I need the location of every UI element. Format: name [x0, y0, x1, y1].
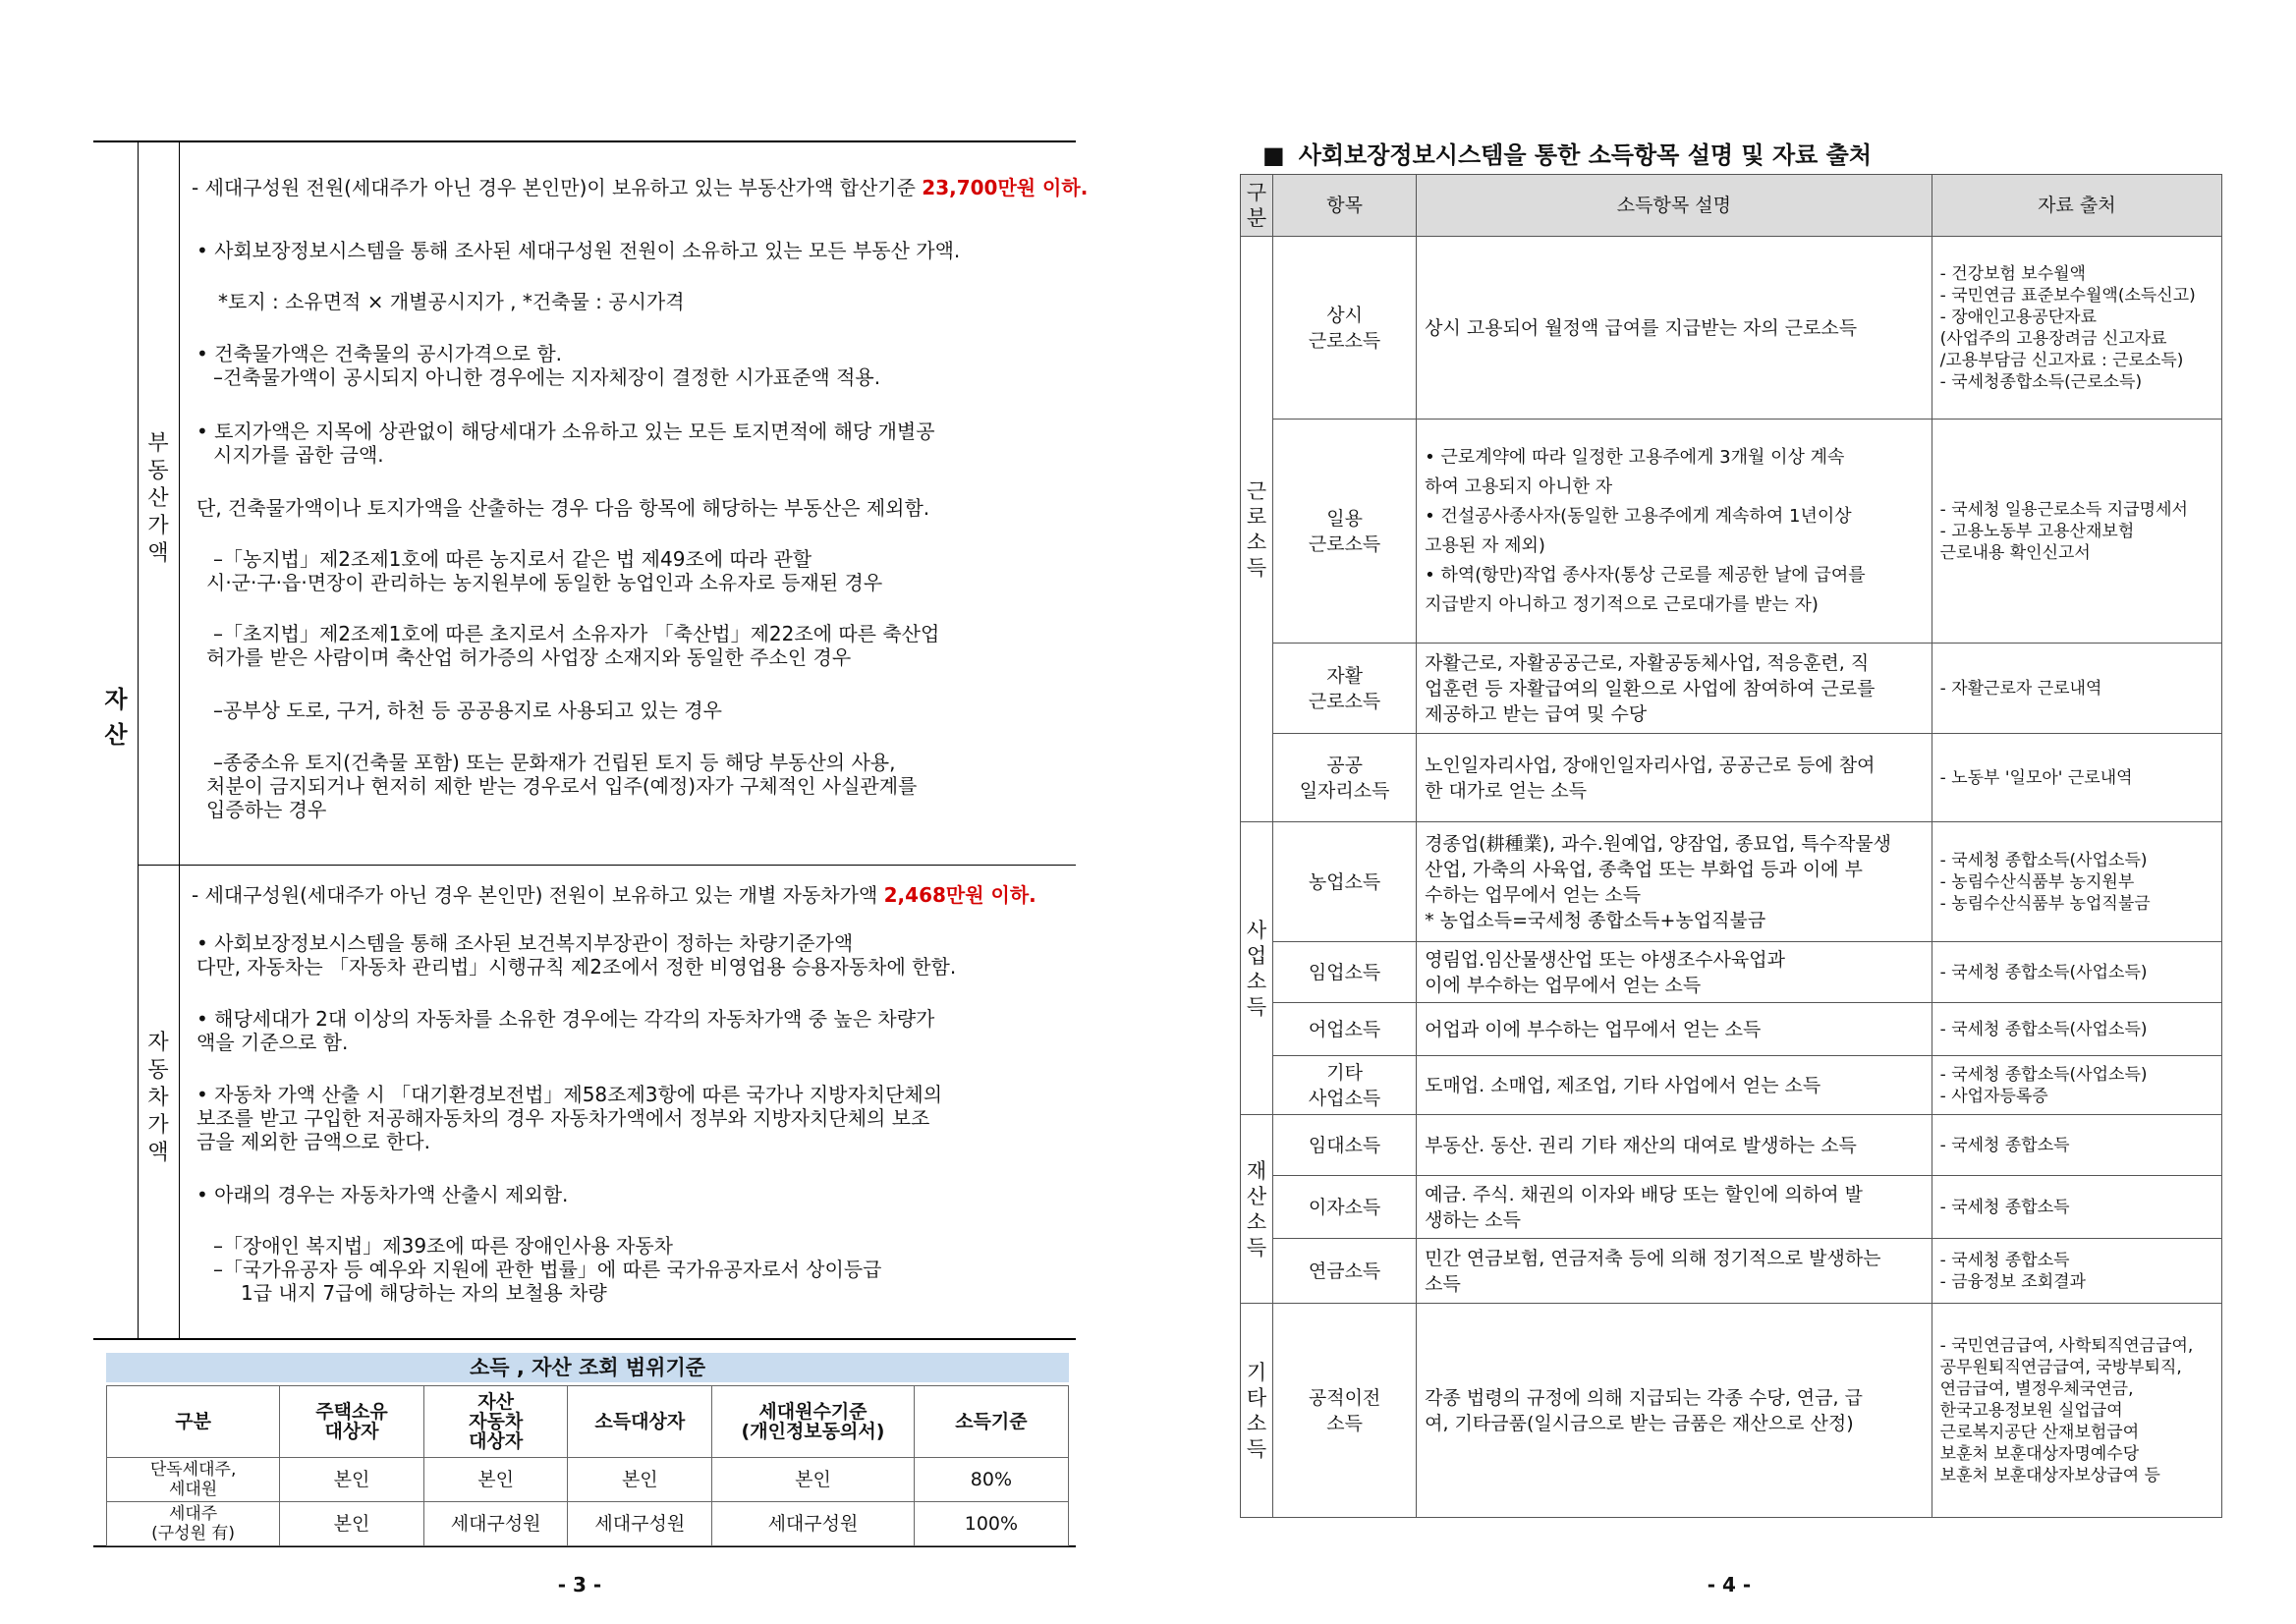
- criteria-header: 구분: [107, 1386, 280, 1458]
- vehicle-intro: - 세대구성원(세대주가 아닌 경우 본인만) 전원이 보유하고 있는 개별 자동차가액 2,468만원 이하.: [192, 883, 1036, 907]
- income-item: 어업소득: [1273, 1003, 1417, 1056]
- criteria-cell: 본인: [568, 1458, 712, 1502]
- income-source: - 국민연금급여, 사학퇴직연금급여, 공무원퇴직연금급여, 국방부퇴직, 연금급여, 별정우체국연금, 한국고용정보원 실업급여 근로복지공단 산재보험급여 보훈처 보훈대상자명예수당 보훈처 보훈대상자보상급여 등: [1932, 1304, 2221, 1518]
- income-item: 임업소득: [1273, 942, 1417, 1003]
- income-division: 기 타 소 득: [1241, 1304, 1273, 1518]
- income-source: - 자활근로자 근로내역: [1932, 644, 2221, 734]
- criteria-header-row: [107, 1386, 1069, 1458]
- criteria-header: 자산 자동차 대상자: [423, 1386, 568, 1458]
- property-line: • 토지가액은 지목에 상관없이 해당세대가 소유하고 있는 모든 토지면적에 해당 개별공: [196, 420, 935, 443]
- criteria-cell: 본인: [280, 1458, 424, 1502]
- criteria-header: 소득대상자: [568, 1386, 712, 1458]
- property-line: 시·군·구·읍·면장이 관리하는 농지원부에 동일한 농업인과 소유자로 등재된 경우: [206, 571, 883, 594]
- income-description: 예금. 주식. 채권의 이자와 배당 또는 할인에 의하여 발 생하는 소득: [1417, 1176, 1932, 1239]
- property-line: 시지가를 곱한 금액.: [213, 443, 384, 467]
- income-row: [1241, 1304, 2222, 1518]
- income-item: 기타 사업소득: [1273, 1056, 1417, 1115]
- criteria-cell: 세대구성원: [423, 1502, 568, 1546]
- income-row: [1241, 1056, 2222, 1115]
- income-row: [1241, 1003, 2222, 1056]
- income-source: - 국세청 일용근로소득 지급명세서 - 고용노동부 고용산재보험 근로내용 확인신고서: [1932, 420, 2221, 644]
- property-line: *토지 : 소유면적 × 개별공시지가 , *건축물 : 공시가격: [218, 290, 685, 313]
- income-row: [1241, 237, 2222, 420]
- criteria-cell: 세대구성원: [712, 1502, 915, 1546]
- income-source: - 국세청 종합소득: [1932, 1176, 2221, 1239]
- vehicle-line: • 아래의 경우는 자동차가액 산출시 제외함.: [196, 1183, 569, 1206]
- property-line: –건축물가액이 공시되지 아니한 경우에는 지자체장이 결정한 시가표준액 적용.: [213, 365, 881, 389]
- income-description: 어업과 이에 부수하는 업무에서 얻는 소득: [1417, 1003, 1932, 1056]
- property-line: 단, 건축물가액이나 토지가액을 산출하는 경우 다음 항목에 해당하는 부동산은 제외함.: [196, 496, 930, 520]
- vehicle-line: 다만, 자동차는 「자동차 관리법」시행규칙 제2조에서 정한 비영업용 승용자동차에 한함.: [196, 955, 957, 979]
- income-item: 이자소득: [1273, 1176, 1417, 1239]
- income-item: 농업소득: [1273, 822, 1417, 942]
- vehicle-line: 액을 기준으로 함.: [196, 1031, 349, 1054]
- criteria-cell: 80%: [914, 1458, 1068, 1502]
- right-page-number: - 4 -: [1707, 1573, 1752, 1596]
- income-source: - 국세청 종합소득(사업소득): [1932, 942, 2221, 1003]
- income-item: 자활 근로소득: [1273, 644, 1417, 734]
- income-row: [1241, 942, 2222, 1003]
- vehicle-line: • 사회보장정보시스템을 통해 조사된 보건복지부장관이 정하는 차량기준가액: [196, 931, 854, 955]
- income-item: 공공 일자리소득: [1273, 734, 1417, 822]
- income-row: [1241, 822, 2222, 942]
- income-header-description: 소득항목 설명: [1417, 175, 1932, 237]
- income-item: 상시 근로소득: [1273, 237, 1417, 420]
- left-top-border: [93, 140, 1076, 142]
- income-row: [1241, 1239, 2222, 1304]
- income-description: 영림업.임산물생산업 또는 야생조수사육업과 이에 부수하는 업무에서 얻는 소득: [1417, 942, 1932, 1003]
- property-line: 입증하는 경우: [206, 798, 327, 821]
- property-value-label: 부 동 산 가 액: [147, 431, 169, 566]
- income-header-division: 구 분: [1241, 175, 1273, 237]
- income-source: - 국세청 종합소득(사업소득) - 농림수산식품부 농지원부 - 농림수산식품부 농업직불금: [1932, 822, 2221, 942]
- income-source: - 국세청 종합소득 - 금융정보 조회결과: [1932, 1239, 2221, 1304]
- income-row: [1241, 734, 2222, 822]
- income-item: 임대소득: [1273, 1115, 1417, 1176]
- square-bullet-icon: ■: [1262, 141, 1285, 169]
- asset-bottom-border: [93, 1338, 1076, 1340]
- income-division: 재 산 소 득: [1241, 1115, 1273, 1304]
- income-division: 근 로 소 득: [1241, 237, 1273, 822]
- criteria-header: 주택소유 대상자: [280, 1386, 424, 1458]
- income-source: - 국세청 종합소득(사업소득): [1932, 1003, 2221, 1056]
- property-line: 처분이 금지되거나 현저히 제한 받는 경우로서 입주(예정)자가 구체적인 사실관계를: [206, 774, 918, 798]
- vehicle-line: • 해당세대가 2대 이상의 자동차를 소유한 경우에는 각각의 자동차가액 중 높은 차량가: [196, 1007, 935, 1031]
- right-page-title: 사회보장정보시스템을 통한 소득항목 설명 및 자료 출처: [1298, 141, 1873, 169]
- income-source: - 건강보험 보수월액 - 국민연금 표준보수월액(소득신고) - 장애인고용공단자료 (사업주의 고용장려금 신고자료 /고용부담금 신고자료 : 근로소득) - 국세청종합소득(근로소득): [1932, 237, 2221, 420]
- income-row: [1241, 644, 2222, 734]
- property-line: –「초지법」제2조제1호에 따른 초지로서 소유자가 「축산법」제22조에 따른 축산업: [213, 622, 940, 645]
- income-division: 사 업 소 득: [1241, 822, 1273, 1115]
- criteria-header: 소득기준: [914, 1386, 1068, 1458]
- income-description: 민간 연금보험, 연금저축 등에 의해 정기적으로 발생하는 소득: [1417, 1239, 1932, 1304]
- property-line: • 건축물가액은 건축물의 공시가격으로 함.: [196, 342, 563, 365]
- criteria-header: 세대원수기준 (개인정보동의서): [712, 1386, 915, 1458]
- income-description: 도매업. 소매업, 제조업, 기타 사업에서 얻는 소득: [1417, 1056, 1932, 1115]
- criteria-cell: 본인: [712, 1458, 915, 1502]
- criteria-cell: 본인: [423, 1458, 568, 1502]
- vehicle-line: 보조를 받고 구입한 저공해자동차의 경우 자동차가액에서 정부와 지방자치단체의 보조: [196, 1106, 930, 1130]
- income-header-item: 항목: [1273, 175, 1417, 237]
- income-row: [1241, 1115, 2222, 1176]
- right-title-row: [1262, 140, 1872, 170]
- vehicle-line: 1급 내지 7급에 해당하는 자의 보철용 차량: [241, 1281, 607, 1305]
- income-description: 상시 고용되어 월정액 급여를 지급받는 자의 근로소득: [1417, 237, 1932, 420]
- property-line: –종중소유 토지(건축물 포함) 또는 문화재가 건립된 토지 등 해당 부동산의 사용,: [213, 751, 896, 774]
- property-line: –공부상 도로, 구거, 하천 등 공공용지로 사용되고 있는 경우: [213, 699, 722, 722]
- criteria-cell: 100%: [914, 1502, 1068, 1546]
- criteria-row: [107, 1502, 1069, 1546]
- property-intro: - 세대구성원 전원(세대주가 아닌 경우 본인만)이 보유하고 있는 부동산가액 합산기준 23,700만원 이하.: [192, 176, 1089, 199]
- category-column-divider: [138, 140, 139, 1338]
- income-header-source: 자료 출처: [1932, 175, 2221, 237]
- vehicle-limit: 2,468만원 이하.: [883, 883, 1036, 907]
- vehicle-line: –「장애인 복지법」제39조에 따른 장애인사용 자동차: [213, 1234, 673, 1258]
- vehicle-line: 금을 제외한 금액으로 한다.: [196, 1130, 430, 1153]
- criteria-title: 소득 , 자산 조회 범위기준: [106, 1353, 1069, 1382]
- income-item: 일용 근로소득: [1273, 420, 1417, 644]
- income-description: 자활근로, 자활공공근로, 자활공동체사업, 적응훈련, 직 업훈련 등 자활급여의 일환으로 사업에 참여하여 근로를 제공하고 받는 급여 및 수당: [1417, 644, 1932, 734]
- property-line: –「농지법」제2조제1호에 따른 농지로서 같은 법 제49조에 따라 관할: [213, 547, 812, 571]
- criteria-table: [106, 1385, 1069, 1546]
- income-description: • 근로계약에 따라 일정한 고용주에게 3개월 이상 계속 하여 고용되지 아니한 자 • 건설공사종사자(동일한 고용주에게 계속하여 1년이상 고용된 자 제외) • 하역(항만)작업 종사자(통상 근로를 제공한 날에 급여를 지급받지 아니하고 정기적으로 근로대가를 받는 자): [1417, 420, 1932, 644]
- property-line: • 사회보장정보시스템을 통해 조사된 세대구성원 전원이 소유하고 있는 모든 부동산 가액.: [196, 239, 961, 262]
- income-source: - 노동부 '일모아' 근로내역: [1932, 734, 2221, 822]
- income-row: [1241, 1176, 2222, 1239]
- income-item: 공적이전 소득: [1273, 1304, 1417, 1518]
- income-source: - 국세청 종합소득(사업소득) - 사업자등록증: [1932, 1056, 2221, 1115]
- income-description: 노인일자리사업, 장애인일자리사업, 공공근로 등에 참여 한 대가로 얻는 소득: [1417, 734, 1932, 822]
- income-row: [1241, 420, 2222, 644]
- criteria-row: [107, 1458, 1069, 1502]
- asset-category-label: 자 산: [104, 686, 128, 749]
- criteria-cell: 세대구성원: [568, 1502, 712, 1546]
- income-description: 부동산. 동산. 권리 기타 재산의 대여로 발생하는 소득: [1417, 1115, 1932, 1176]
- income-item: 연금소득: [1273, 1239, 1417, 1304]
- property-line: 허가를 받은 사람이며 축산업 허가증의 사업장 소재지와 동일한 주소인 경우: [206, 645, 852, 669]
- left-page-number: - 3 -: [557, 1573, 602, 1596]
- criteria-cell: 단독세대주, 세대원: [107, 1458, 280, 1502]
- income-description: 경종업(耕種業), 과수.원예업, 양잠업, 종묘업, 특수작물생 산업, 가축의 사육업, 종축업 또는 부화업 등과 이에 부 수하는 업무에서 얻는 소득 * 농업소득=국세청 종합소득+농업직불금: [1417, 822, 1932, 942]
- label-column-divider: [179, 140, 180, 1338]
- property-vehicle-divider: [138, 865, 1076, 866]
- vehicle-line: • 자동차 가액 산출 시 「대기환경보전법」제58조제3항에 따른 국가나 지방자치단체의: [196, 1083, 943, 1106]
- income-table-header-row: [1241, 175, 2222, 237]
- property-limit: 23,700만원 이하.: [922, 176, 1089, 199]
- income-source: - 국세청 종합소득: [1932, 1115, 2221, 1176]
- criteria-cell: 세대주 (구성원 有): [107, 1502, 280, 1546]
- income-source-table: [1240, 174, 2222, 1518]
- vehicle-line: –「국가유공자 등 예우와 지원에 관한 법률」에 따른 국가유공자로서 상이등급: [213, 1258, 882, 1281]
- criteria-cell: 본인: [280, 1502, 424, 1546]
- income-description: 각종 법령의 규정에 의해 지급되는 각종 수당, 연금, 급 여, 기타금품(일시금으로 받는 금품은 재산으로 산정): [1417, 1304, 1932, 1518]
- vehicle-value-label: 자 동 차 가 액: [147, 1031, 169, 1165]
